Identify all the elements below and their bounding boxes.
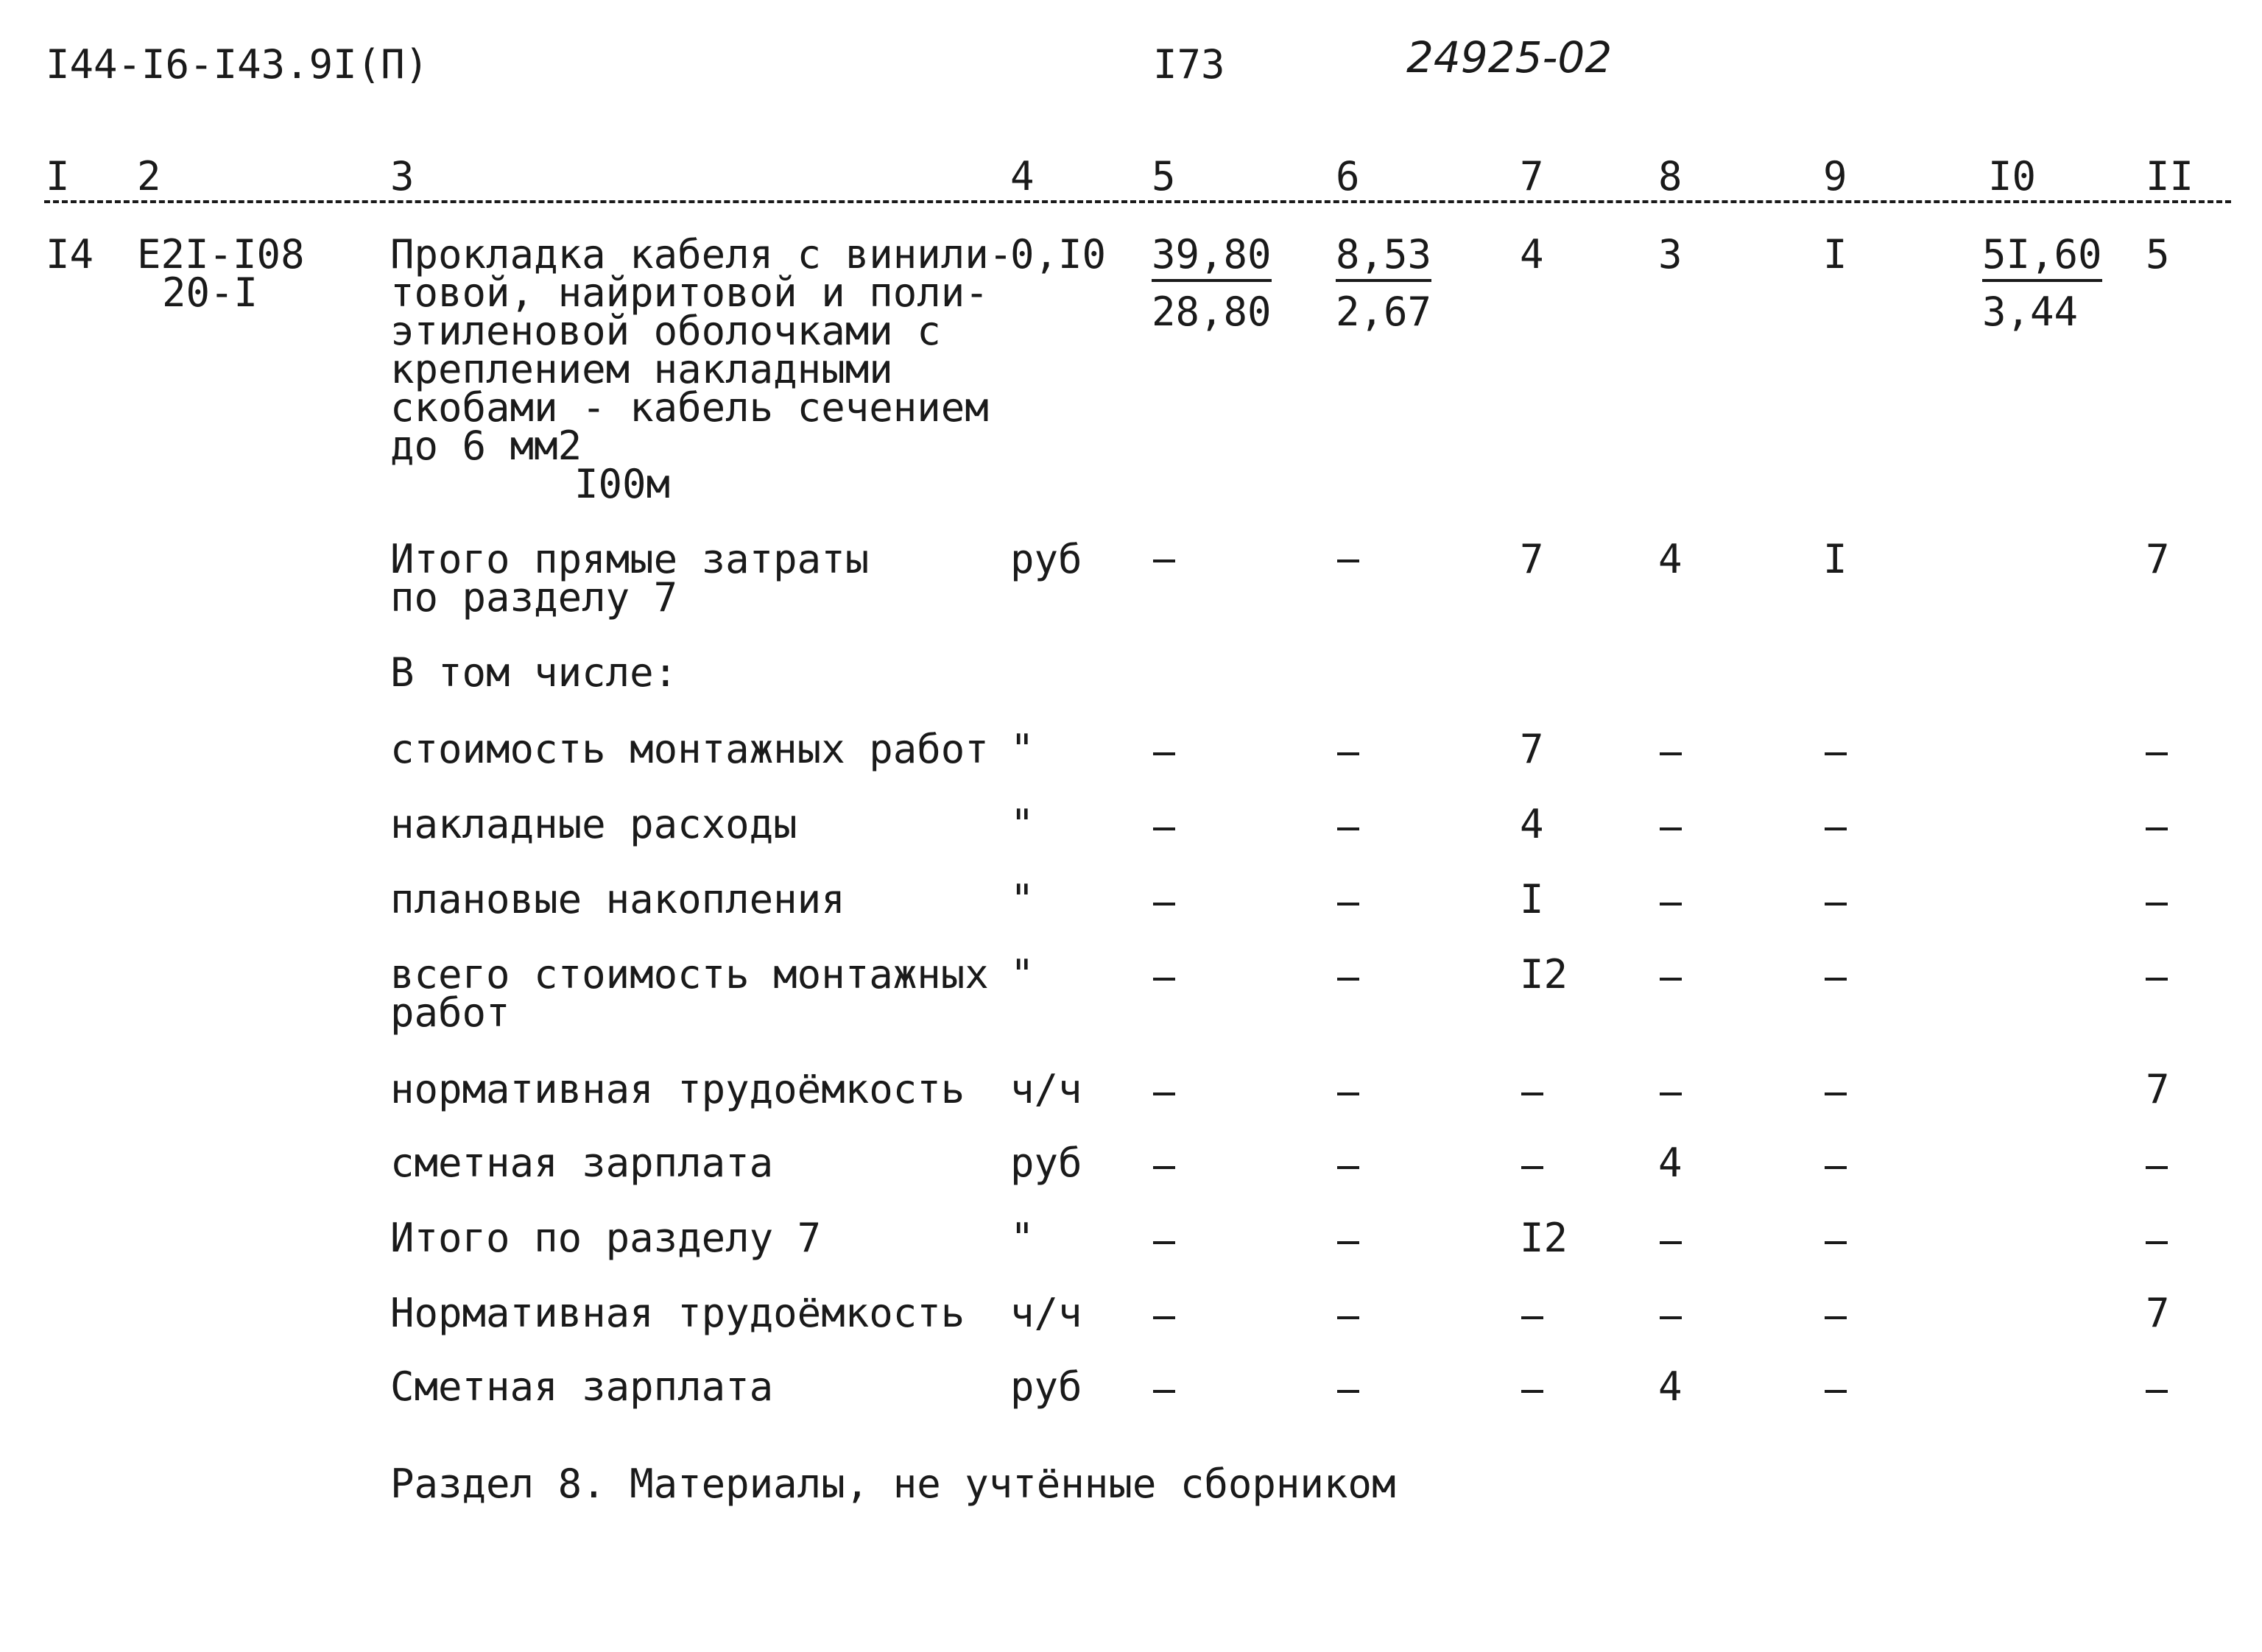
- column-header: II: [2146, 153, 2194, 200]
- empty-dash: [2146, 827, 2168, 830]
- column-header: 7: [1520, 153, 1544, 200]
- row-col7: I: [1520, 876, 1544, 922]
- row-unit: ": [1010, 726, 1035, 772]
- column-header: 4: [1010, 153, 1035, 200]
- empty-dash: [1825, 1241, 1847, 1244]
- empty-dash: [1660, 827, 1682, 830]
- row-label-cont: работ: [390, 989, 510, 1036]
- empty-dash: [1337, 752, 1359, 755]
- empty-dash: [1521, 1316, 1543, 1319]
- empty-dash: [1153, 1390, 1175, 1393]
- row-col8: 4: [1658, 1363, 1683, 1410]
- row-col7: 7: [1520, 726, 1544, 772]
- row-label: накладные расходы: [390, 801, 797, 847]
- description-line: креплением накладными: [390, 346, 893, 392]
- row-col8: 4: [1658, 1140, 1683, 1186]
- row-label: Нормативная трудоёмкость: [390, 1290, 965, 1336]
- column-header: 5: [1152, 153, 1176, 200]
- row-unit: ": [1010, 876, 1035, 922]
- page-number: I73: [1153, 41, 1225, 88]
- entry-col8: 3: [1658, 231, 1683, 278]
- empty-dash: [1337, 978, 1359, 981]
- empty-dash: [1825, 1092, 1847, 1095]
- row-unit: ч/ч: [1010, 1066, 1082, 1112]
- empty-dash: [2146, 1166, 2168, 1169]
- description-line: до 6 мм2: [390, 423, 582, 469]
- row-col7: 7: [1520, 536, 1544, 582]
- entry-code: E2I-I08: [137, 231, 305, 278]
- row-col7: I2: [1520, 1215, 1568, 1261]
- empty-dash: [1153, 827, 1175, 830]
- header-divider: [44, 200, 2231, 203]
- empty-dash: [1660, 1241, 1682, 1244]
- empty-dash: [1153, 978, 1175, 981]
- description-line: товой, найритовой и поли-: [390, 269, 989, 316]
- empty-dash: [1153, 1166, 1175, 1169]
- empty-dash: [1825, 1166, 1847, 1169]
- empty-dash: [1153, 752, 1175, 755]
- empty-dash: [1521, 1166, 1543, 1169]
- row-label: Сметная зарплата: [390, 1363, 774, 1410]
- row-label: Итого прямые затраты: [390, 536, 870, 582]
- column-header: 9: [1823, 153, 1847, 200]
- entry-unit: I00м: [574, 461, 671, 507]
- entry-col5-bottom: 28,80: [1152, 289, 1272, 335]
- empty-dash: [1521, 1092, 1543, 1095]
- empty-dash: [2146, 752, 2168, 755]
- row-col8: 4: [1658, 536, 1683, 582]
- empty-dash: [1337, 1316, 1359, 1319]
- empty-dash: [2146, 1390, 2168, 1393]
- empty-dash: [1825, 978, 1847, 981]
- row-unit: руб: [1010, 536, 1082, 582]
- entry-quantity: 0,I0: [1010, 231, 1107, 278]
- row-label: нормативная трудоёмкость: [390, 1066, 965, 1112]
- section-heading: Раздел 8. Материалы, не учтённые сборником: [390, 1461, 1396, 1507]
- empty-dash: [1825, 827, 1847, 830]
- empty-dash: [2146, 903, 2168, 906]
- row-unit: руб: [1010, 1140, 1082, 1186]
- document-code: I44-I6-I43.9I(П): [46, 41, 429, 88]
- empty-dash: [1153, 1241, 1175, 1244]
- description-line: скобами - кабель сечением: [390, 384, 989, 431]
- empty-dash: [1825, 903, 1847, 906]
- entry-number: I4: [46, 231, 94, 278]
- entry-code-sub: 20-I: [162, 269, 258, 316]
- description-line: этиленовой оболочками с: [390, 308, 941, 354]
- entry-col5-top: 39,80: [1152, 231, 1272, 282]
- empty-dash: [1153, 903, 1175, 906]
- empty-dash: [1337, 1092, 1359, 1095]
- entry-col10-top: 5I,60: [1982, 231, 2102, 282]
- including-heading: В том числе:: [390, 649, 678, 696]
- row-label: плановые накопления: [390, 876, 845, 922]
- row-unit: ": [1010, 951, 1035, 998]
- empty-dash: [1337, 1241, 1359, 1244]
- empty-dash: [1660, 978, 1682, 981]
- handwritten-reference: 24925-02: [1406, 32, 1613, 82]
- entry-col9: I: [1823, 231, 1847, 278]
- empty-dash: [1337, 1166, 1359, 1169]
- row-unit: ": [1010, 1215, 1035, 1261]
- empty-dash: [1337, 1390, 1359, 1393]
- empty-dash: [1153, 1092, 1175, 1095]
- empty-dash: [2146, 1241, 2168, 1244]
- column-header: 3: [390, 153, 415, 200]
- row-unit: руб: [1010, 1363, 1082, 1410]
- row-label: сметная зарплата: [390, 1140, 774, 1186]
- empty-dash: [1660, 903, 1682, 906]
- row-col9: I: [1823, 536, 1847, 582]
- empty-dash: [1153, 560, 1175, 562]
- empty-dash: [1825, 752, 1847, 755]
- empty-dash: [1337, 903, 1359, 906]
- column-header: 2: [137, 153, 161, 200]
- row-col11: 7: [2146, 1066, 2170, 1112]
- row-label: всего стоимость монтажных: [390, 951, 989, 998]
- entry-col7: 4: [1520, 231, 1544, 278]
- empty-dash: [1337, 560, 1359, 562]
- description-line: Прокладка кабеля с винили-: [390, 231, 1013, 278]
- empty-dash: [1825, 1390, 1847, 1393]
- row-unit: ": [1010, 801, 1035, 847]
- entry-col6-top: 8,53: [1336, 231, 1431, 282]
- empty-dash: [1660, 1092, 1682, 1095]
- column-header: 8: [1658, 153, 1683, 200]
- empty-dash: [1337, 827, 1359, 830]
- row-col7: I2: [1520, 951, 1568, 998]
- empty-dash: [1825, 1316, 1847, 1319]
- row-col11: 7: [2146, 536, 2170, 582]
- row-label-cont: по разделу 7: [390, 574, 678, 621]
- empty-dash: [1660, 1316, 1682, 1319]
- empty-dash: [1153, 1316, 1175, 1319]
- empty-dash: [1521, 1390, 1543, 1393]
- row-col7: 4: [1520, 801, 1544, 847]
- empty-dash: [1660, 752, 1682, 755]
- entry-col6-bottom: 2,67: [1336, 289, 1432, 335]
- column-header: I: [46, 153, 70, 200]
- row-label: стоимость монтажных работ: [390, 726, 989, 772]
- column-header: I0: [1988, 153, 2037, 200]
- row-label: Итого по разделу 7: [390, 1215, 822, 1261]
- row-col11: 7: [2146, 1290, 2170, 1336]
- entry-col11: 5: [2146, 231, 2170, 278]
- row-unit: ч/ч: [1010, 1290, 1082, 1336]
- empty-dash: [2146, 978, 2168, 981]
- column-header: 6: [1336, 153, 1360, 200]
- entry-col10-bottom: 3,44: [1982, 289, 2079, 335]
